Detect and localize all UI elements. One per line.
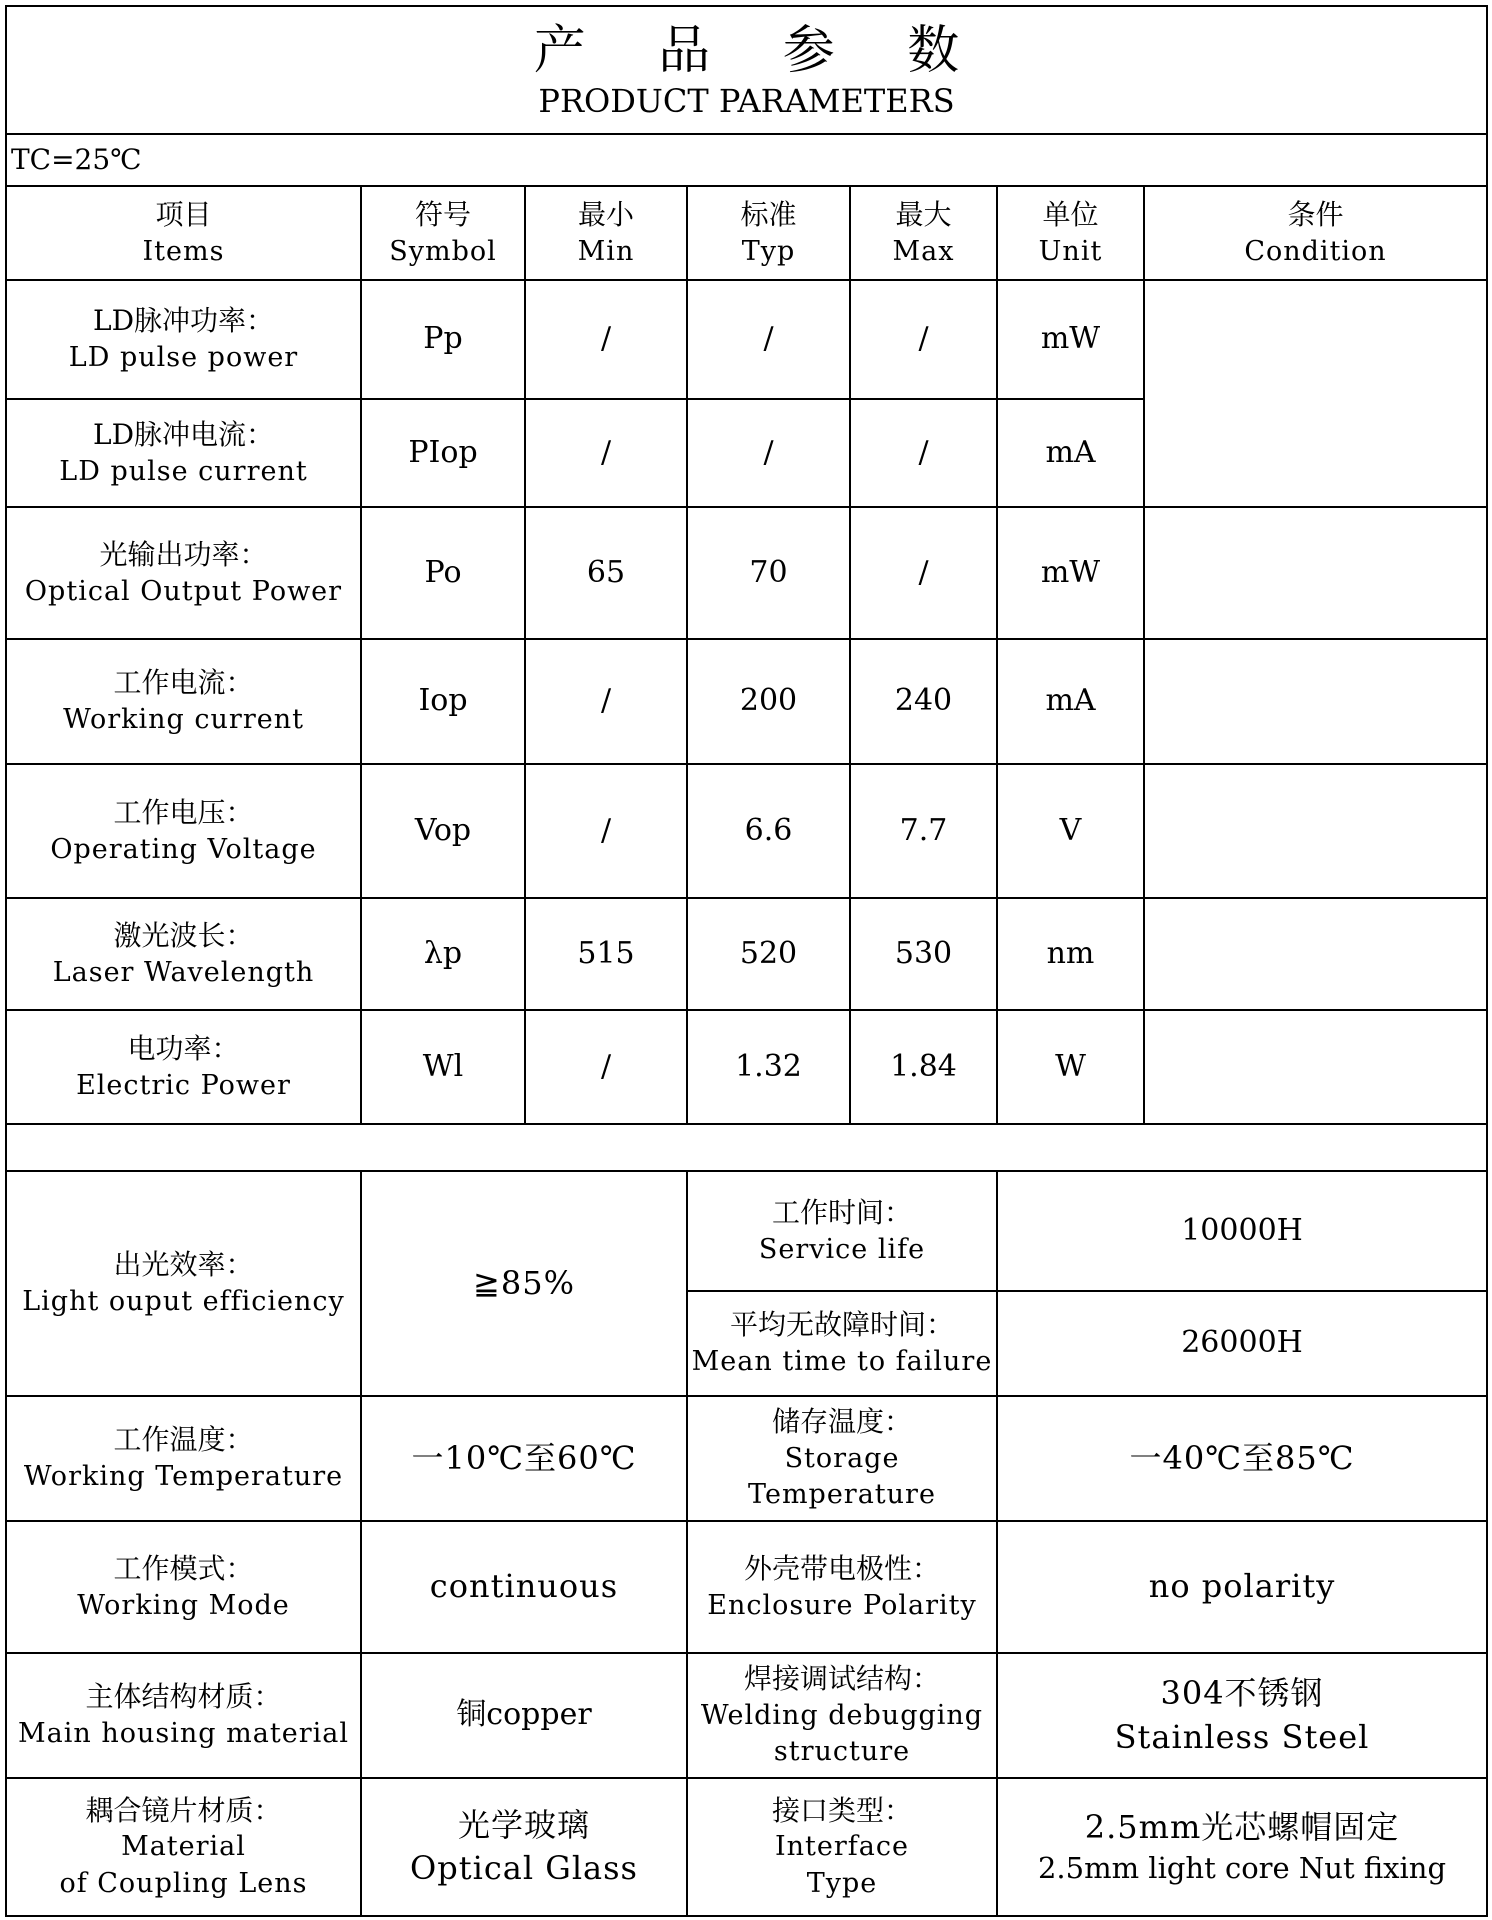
param-min: / (525, 399, 687, 507)
header-unit-en: Unit (1038, 235, 1103, 267)
spec-label-working-temp (6, 1396, 361, 1521)
param-item-en: LD pulse power (68, 342, 299, 374)
spec-value-mttf: 26000H (997, 1291, 1487, 1396)
table-row (6, 280, 1487, 399)
param-item-en: Working current (63, 704, 304, 736)
header-max-en: Max (892, 235, 955, 267)
spec-value-storage-temp: 一40℃至85℃ (997, 1396, 1487, 1521)
spec-label-cn: 储存温度： (771, 1405, 912, 1439)
param-condition (1144, 1010, 1487, 1124)
param-item-cn: 激光波长： (113, 918, 254, 952)
header-row (6, 186, 1487, 280)
spec-label-en: Light ouput efficiency (22, 1286, 345, 1318)
spec-value-working-temp: 一10℃至60℃ (361, 1396, 687, 1521)
spec-label-efficiency (6, 1171, 361, 1396)
spec-label-cn: 平均无故障时间： (729, 1308, 954, 1342)
param-symbol: Iop (361, 639, 525, 764)
param-item (6, 507, 361, 639)
param-condition (1144, 764, 1487, 898)
param-symbol: Vop (361, 764, 525, 898)
spec-value-efficiency: ≧85% (361, 1171, 687, 1396)
spec-value-en: Stainless Steel (1114, 1717, 1370, 1756)
spec-value-interface (997, 1778, 1487, 1916)
condition-note: TC=25℃ (6, 134, 1487, 186)
header-symbol (361, 186, 525, 280)
condition-note-row (6, 134, 1487, 186)
param-unit: nm (997, 898, 1144, 1010)
spec-label-en: Working Temperature (23, 1461, 344, 1493)
param-unit: mA (997, 639, 1144, 764)
spec-label-en: Interface (775, 1831, 909, 1863)
header-symbol-en: Symbol (389, 235, 497, 267)
title-row (6, 6, 1487, 134)
param-item-en: Operating Voltage (50, 833, 317, 865)
spec-row (6, 1778, 1487, 1916)
param-symbol: Pp (361, 280, 525, 399)
spacer-row (6, 1124, 1487, 1171)
param-item (6, 280, 361, 399)
title-en: PRODUCT PARAMETERS (538, 82, 955, 120)
param-unit: W (997, 1010, 1144, 1124)
spec-value-cn: 304不锈钢 (1160, 1674, 1324, 1713)
param-item (6, 764, 361, 898)
table-row (6, 898, 1487, 1010)
spec-label-housing (6, 1653, 361, 1778)
param-item-cn: 工作电压： (113, 795, 254, 829)
param-max: 1.84 (850, 1010, 997, 1124)
param-max: / (850, 280, 997, 399)
header-items-cn: 项目 (155, 197, 212, 231)
spec-row (6, 1396, 1487, 1521)
param-item-en: Laser Wavelength (52, 956, 315, 988)
spec-label-cn: 焊接调试结构： (743, 1662, 940, 1696)
header-condition-cn: 条件 (1287, 197, 1344, 231)
spacer-cell (6, 1124, 1487, 1171)
param-symbol: PIop (361, 399, 525, 507)
spec-value-polarity: no polarity (997, 1521, 1487, 1653)
param-item-en: LD pulse current (59, 455, 308, 487)
spec-value-housing: 铜copper (361, 1653, 687, 1778)
spec-value-cn: 2.5mm光芯螺帽固定 (1084, 1807, 1400, 1846)
header-typ-cn: 标准 (740, 197, 797, 231)
param-symbol: λp (361, 898, 525, 1010)
spec-label-en: Service life (758, 1233, 926, 1265)
param-typ: 200 (687, 639, 850, 764)
param-typ: 6.6 (687, 764, 850, 898)
param-typ: / (687, 280, 850, 399)
param-max: 7.7 (850, 764, 997, 898)
spec-row (6, 1653, 1487, 1778)
spec-label-cn: 外壳带电极性： (743, 1551, 940, 1585)
spec-value-lens (361, 1778, 687, 1916)
param-min: / (525, 764, 687, 898)
table-row (6, 764, 1487, 898)
header-typ (687, 186, 850, 280)
header-unit (997, 186, 1144, 280)
table-row (6, 639, 1487, 764)
param-condition (1144, 898, 1487, 1010)
page-title (6, 6, 1487, 134)
header-items (6, 186, 361, 280)
spec-label-welding (687, 1653, 997, 1778)
param-item-cn: LD脉冲功率： (92, 304, 275, 338)
spec-value-service-life: 10000H (997, 1171, 1487, 1291)
param-unit: mW (997, 280, 1144, 399)
spec-label-cn: 主体结构材质： (85, 1680, 282, 1714)
param-item (6, 399, 361, 507)
param-item-en: Optical Output Power (24, 575, 343, 607)
param-min: / (525, 639, 687, 764)
param-max: 240 (850, 639, 997, 764)
spec-label-en: Mean time to failure (691, 1346, 993, 1378)
spec-label-cn: 工作时间： (771, 1195, 912, 1229)
spec-label-cn: 出光效率： (113, 1248, 254, 1282)
param-max: / (850, 507, 997, 639)
spec-label-en: Type (806, 1867, 878, 1899)
param-item (6, 1010, 361, 1124)
spec-label-storage-temp (687, 1396, 997, 1521)
param-min: 515 (525, 898, 687, 1010)
header-condition (1144, 186, 1487, 280)
param-item (6, 898, 361, 1010)
table-row (6, 507, 1487, 639)
param-min: 65 (525, 507, 687, 639)
param-condition (1144, 507, 1487, 639)
header-max-cn: 最大 (895, 197, 952, 231)
header-min-cn: 最小 (577, 197, 634, 231)
spec-label-en: Welding debugging (700, 1699, 984, 1731)
param-symbol: Wl (361, 1010, 525, 1124)
param-item-cn: 电功率： (127, 1031, 240, 1065)
spec-label-en: Storage Temperature (748, 1442, 936, 1511)
header-symbol-cn: 符号 (414, 197, 471, 231)
param-min: / (525, 280, 687, 399)
spec-label-service-life (687, 1171, 997, 1291)
spec-label-lens (6, 1778, 361, 1916)
param-symbol: Po (361, 507, 525, 639)
title-cn: 产 品 参 数 (533, 20, 988, 81)
header-min (525, 186, 687, 280)
spec-value-cn: 光学玻璃 (457, 1805, 590, 1844)
header-items-en: Items (142, 235, 225, 267)
param-typ: 70 (687, 507, 850, 639)
spec-label-en: Material (121, 1831, 246, 1863)
param-item (6, 639, 361, 764)
param-item-cn: 光输出功率： (99, 537, 268, 571)
spec-label-en: Main housing material (18, 1718, 349, 1750)
spec-label-en: Enclosure Polarity (707, 1589, 977, 1621)
param-unit: mA (997, 399, 1144, 507)
parameters-table (5, 5, 1488, 1917)
spec-label-cn: 工作温度： (113, 1423, 254, 1457)
header-typ-en: Typ (741, 235, 796, 267)
spec-label-en: structure (773, 1736, 911, 1768)
spec-value-working-mode: continuous (361, 1521, 687, 1653)
param-min: / (525, 1010, 687, 1124)
param-typ: 520 (687, 898, 850, 1010)
spec-value-welding (997, 1653, 1487, 1778)
param-typ: 1.32 (687, 1010, 850, 1124)
param-unit: V (997, 764, 1144, 898)
spec-label-en: Working Mode (77, 1589, 290, 1621)
spec-value-en: 2.5mm light core Nut fixing (1037, 1851, 1447, 1886)
param-max: 530 (850, 898, 997, 1010)
param-item-cn: 工作电流： (113, 666, 254, 700)
header-condition-en: Condition (1244, 235, 1387, 267)
spec-label-en: of Coupling Lens (59, 1867, 308, 1899)
spec-label-mttf (687, 1291, 997, 1396)
spec-row (6, 1521, 1487, 1653)
header-min-en: Min (577, 235, 635, 267)
param-item-cn: LD脉冲电流： (92, 417, 275, 451)
spec-row (6, 1171, 1487, 1291)
header-max (850, 186, 997, 280)
spec-label-working-mode (6, 1521, 361, 1653)
param-unit: mW (997, 507, 1144, 639)
spec-label-cn: 耦合镜片材质： (85, 1793, 282, 1827)
spec-label-interface (687, 1778, 997, 1916)
spec-label-polarity (687, 1521, 997, 1653)
param-typ: / (687, 399, 850, 507)
param-max: / (850, 399, 997, 507)
param-condition (1144, 639, 1487, 764)
spec-label-cn: 接口类型： (771, 1793, 912, 1827)
param-condition (1144, 280, 1487, 507)
header-unit-cn: 单位 (1042, 197, 1099, 231)
spec-value-en: Optical Glass (410, 1849, 638, 1887)
param-item-en: Electric Power (76, 1069, 291, 1101)
table-row (6, 1010, 1487, 1124)
spec-label-cn: 工作模式： (113, 1551, 254, 1585)
